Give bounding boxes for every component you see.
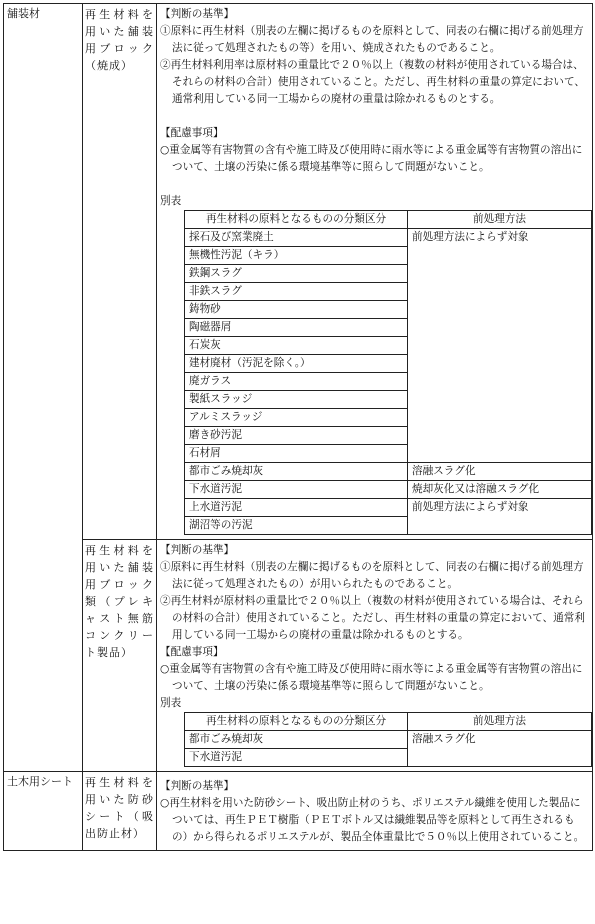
criteria-item: ②再生材料が原材料の重量比で２０％以上（複数の材料が使用されている場合は、それらの材料の合計）使用されていること。ただし、再生材料の重量の算定において、通常利用している同一工場からの廃材の重量は除かれるものとする。 [160, 595, 585, 641]
item-name-cell: 再生材料を用いた防砂シート（吸出防止材） [83, 772, 157, 851]
appendix-label: 別表 [160, 697, 182, 709]
notes-heading: 【配慮事項】 [160, 646, 224, 658]
table-cell: 前処理方法によらず対象 [408, 499, 592, 535]
criteria-heading: 【判断の基準】 [160, 544, 235, 556]
item-name-cell: 再生材料を用いた舗装用ブロック類（プレキャスト無筋コンクリート製品） [83, 540, 157, 772]
table-cell: 湖沼等の汚泥 [185, 517, 408, 535]
table-cell: 陶磁器屑 [185, 319, 408, 337]
table-cell: 鉄鋼スラグ [185, 265, 408, 283]
table-cell: 溶融スラグ化 [408, 731, 592, 767]
table-row [185, 229, 592, 247]
criteria-item: ②再生材料利用率は原材料の重量比で２０％以上（複数の材料が使用されている場合は、それらの材料の合計）使用されていること。ただし、再生材料の重量の算定において、通常利用している同一工場からの廃材の重量は除かれるものとする。 [160, 59, 585, 105]
header-cell: 前処理方法 [408, 211, 592, 229]
table-cell: 建材廃材（汚泥を除く。） [185, 355, 408, 373]
table-cell: 焼却灰化又は溶融スラグ化 [408, 481, 592, 499]
table-cell: 都市ごみ焼却灰 [185, 463, 408, 481]
notes-item: ○重金属等有害物質の含有や施工時及び使用時に雨水等による重金属等有害物質の溶出について、土壌の汚染に係る環境基準等に照らして問題がないこと。 [160, 144, 583, 173]
header-cell: 再生材料の原料となるものの分類区分 [185, 713, 408, 731]
table-row [185, 481, 592, 499]
criteria-cell [157, 4, 593, 540]
header-cell: 再生材料の原料となるものの分類区分 [185, 211, 408, 229]
table-row [185, 713, 592, 731]
table-row [4, 772, 593, 851]
notes-heading: 【配慮事項】 [160, 127, 224, 139]
category-cell: 土木用シート [4, 772, 83, 851]
criteria-heading: 【判断の基準】 [160, 780, 235, 792]
table-cell: アルミスラッジ [185, 409, 408, 427]
appendix-label: 別表 [160, 195, 182, 207]
criteria-table [3, 3, 593, 851]
table-row [185, 731, 592, 749]
table-row [4, 540, 593, 772]
criteria-item: ①原料に再生材料（別表の左欄に掲げるものを原料として、同表の右欄に掲げる前処理方法に従って処理されたもの等）を用い、焼成されたものであること。 [160, 25, 584, 54]
table-cell: 都市ごみ焼却灰 [185, 731, 408, 749]
criteria-cell [157, 772, 593, 851]
header-cell: 前処理方法 [408, 713, 592, 731]
table-cell: 廃ガラス [185, 373, 408, 391]
item-name-cell: 再生材料を用いた舗装用ブロック（焼成） [83, 4, 157, 540]
table-cell: 下水道汚泥 [185, 481, 408, 499]
table-cell: 石炭灰 [185, 337, 408, 355]
table-cell: 採石及び窯業廃土 [185, 229, 408, 247]
criteria-item: ○再生材料を用いた防砂シート、吸出防止材のうち、ポリエステル繊維を使用した製品については、再生ＰＥＴ樹脂（ＰＥＴボトル又は繊維製品等を原料として再生されるもの）から得られるポリエステルが、製品全体重量比で５０％以上使用されていること。 [160, 797, 585, 843]
criteria-item: ①原料に再生材料（別表の左欄に掲げるものを原料として、同表の右欄に掲げる前処理方法に従って処理されたもの）が用いられたものであること。 [160, 561, 584, 590]
notes-item: ○重金属等有害物質の含有や施工時及び使用時に雨水等による重金属等有害物質の溶出について、土壌の汚染に係る環境基準等に照らして問題がないこと。 [160, 663, 583, 692]
appendix-table [184, 712, 592, 767]
table-cell: 上水道汚泥 [185, 499, 408, 517]
category-cell: 舗装材 [4, 4, 83, 772]
table-cell: 鋳物砂 [185, 301, 408, 319]
table-cell: 石材屑 [185, 445, 408, 463]
table-cell: 下水道汚泥 [185, 749, 408, 767]
appendix-table [184, 210, 592, 535]
table-row [185, 463, 592, 481]
table-row [185, 499, 592, 517]
criteria-heading: 【判断の基準】 [160, 8, 235, 20]
criteria-cell [157, 540, 593, 772]
table-cell: 磨き砂汚泥 [185, 427, 408, 445]
table-row [185, 211, 592, 229]
table-cell: 非鉄スラグ [185, 283, 408, 301]
table-cell: 無機性汚泥（キラ） [185, 247, 408, 265]
table-row [4, 4, 593, 540]
table-cell: 製紙スラッジ [185, 391, 408, 409]
table-cell: 溶融スラグ化 [408, 463, 592, 481]
table-cell: 前処理方法によらず対象 [408, 229, 592, 463]
